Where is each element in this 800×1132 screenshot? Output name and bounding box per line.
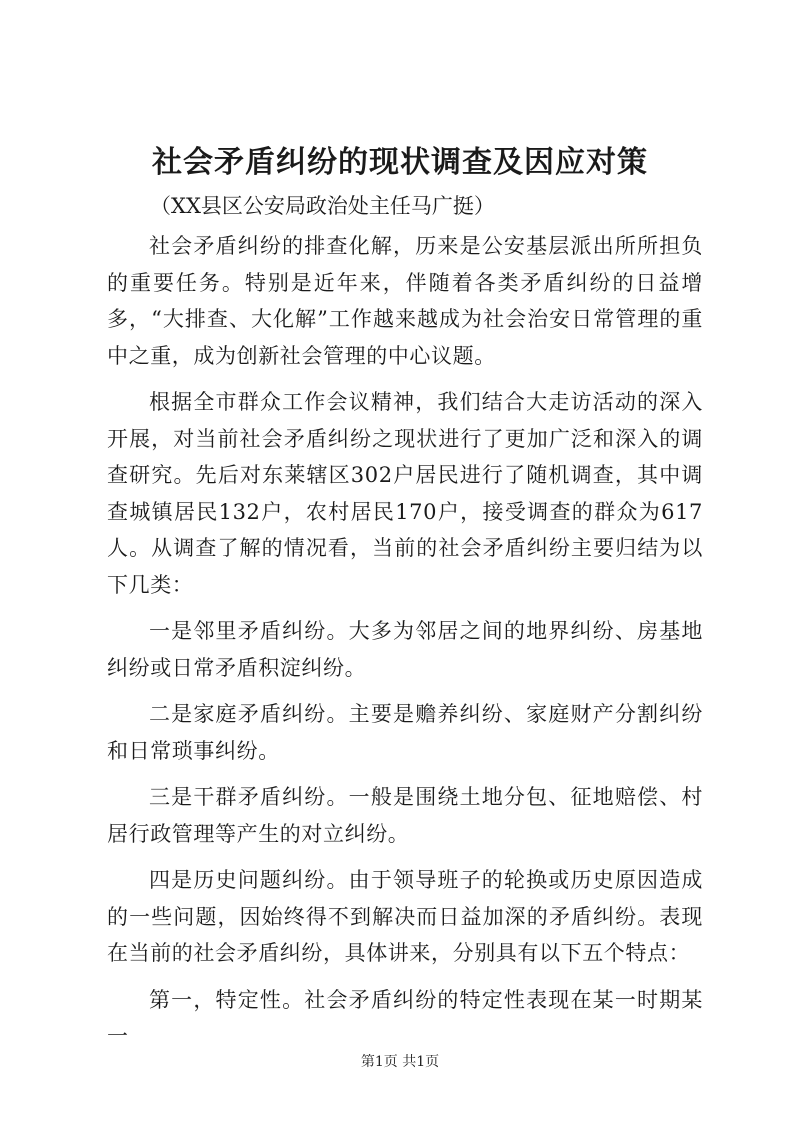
paragraph: 四是历史问题纠纷。由于领导班子的轮换或历史原因造成的一些问题，因始终得不到解决而日益加深的矛盾纠纷。表现在当前的社会矛盾纠纷，具体讲来，分别具有以下五个特点： xyxy=(107,868,703,965)
author-line: （XX县区公安局政治处主任马广挺） xyxy=(150,194,495,218)
paragraph: 第一，特定性。社会矛盾纠纷的特定性表现在某一时期某一 xyxy=(107,987,703,1048)
document-title: 社会矛盾纠纷的现状调查及因应对策 xyxy=(152,145,648,180)
paragraph: 一是邻里矛盾纠纷。大多为邻居之间的地界纠纷、房基地纠纷或日常矛盾积淀纠纷。 xyxy=(107,619,703,680)
page-footer: 第1页 共1页 xyxy=(360,1054,440,1070)
paragraph: 根据全市群众工作会议精神，我们结合大走访活动的深入开展，对当前社会矛盾纠纷之现状进行了更加广泛和深入的调查研究。先后对东莱辖区302户居民进行了随机调查，其中调查城镇居民132户，农村居民170户，接受调查的群众为617人。从调查了解的情况看，当前的社会矛盾纠纷主要归结为以下几类： xyxy=(107,390,703,597)
paragraph: 三是干群矛盾纠纷。一般是围绕土地分包、征地赔偿、村居行政管理等产生的对立纠纷。 xyxy=(107,785,703,846)
paragraph: 社会矛盾纠纷的排查化解，历来是公安基层派出所所担负的重要任务。特别是近年来，伴随着各类矛盾纠纷的日益增多，“大排查、大化解”工作越来越成为社会治安日常管理的重中之重，成为创新社会管理的中心议题。 xyxy=(107,234,703,368)
document-body xyxy=(107,228,703,1065)
paragraph: 二是家庭矛盾纠纷。主要是赡养纠纷、家庭财产分割纠纷和日常琐事纠纷。 xyxy=(107,702,703,763)
